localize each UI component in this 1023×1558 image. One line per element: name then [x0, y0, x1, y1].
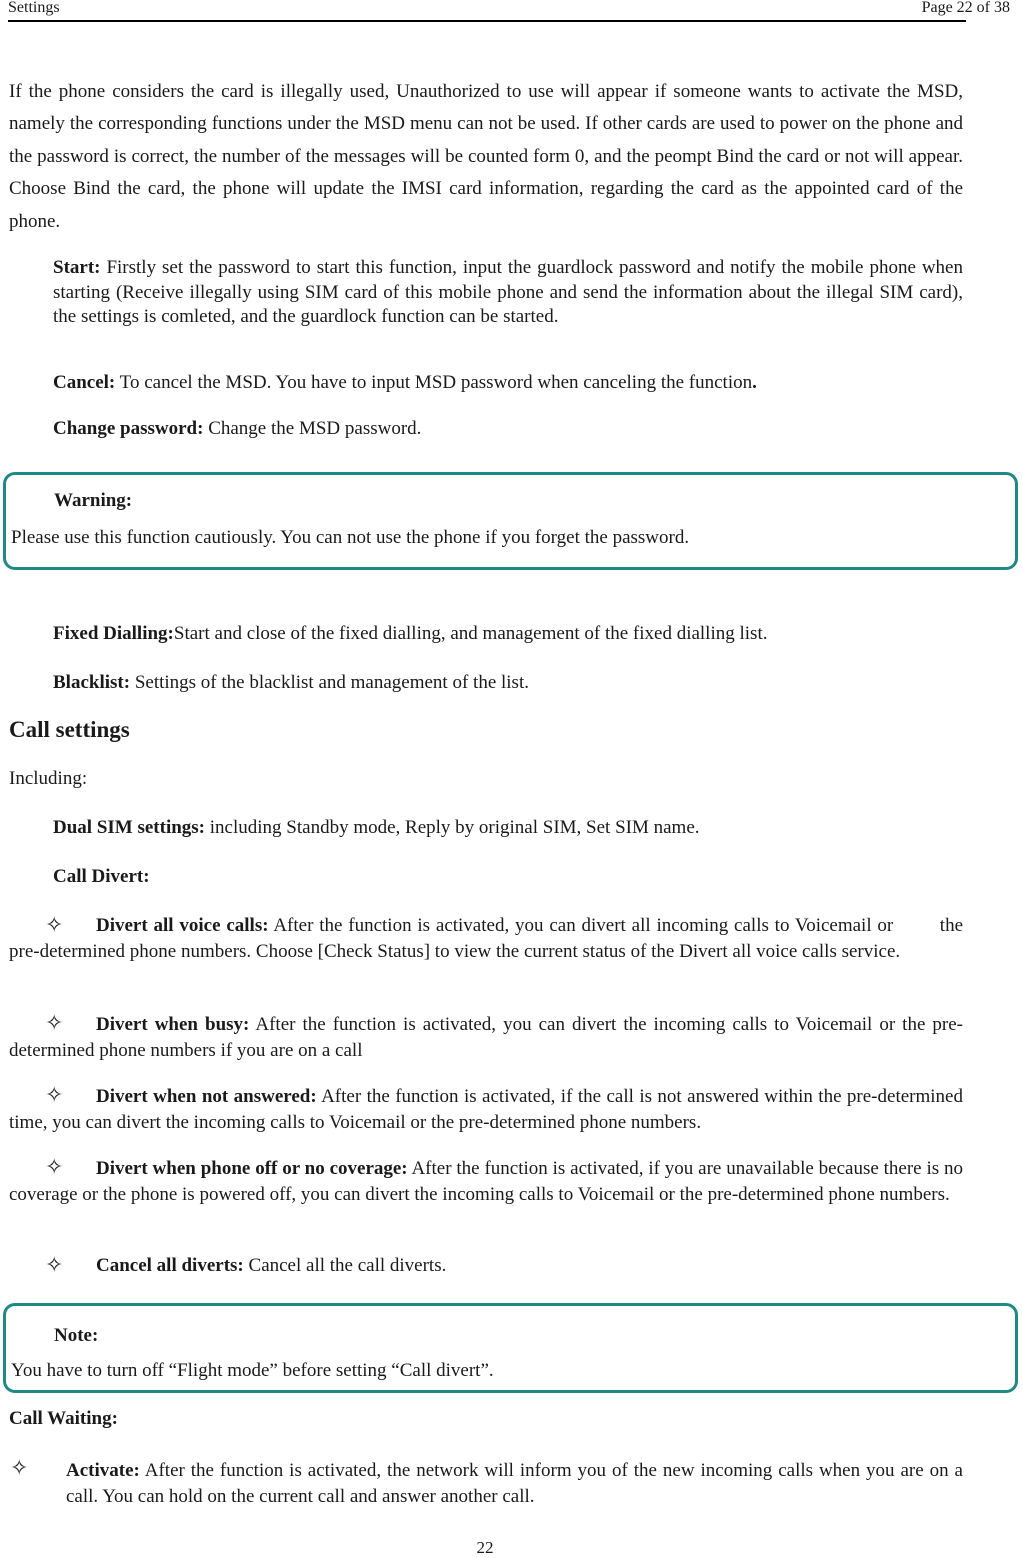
activate-label: Activate:: [66, 1460, 140, 1481]
cancel-label: Cancel:: [53, 372, 116, 393]
warning-text: Please use this function cautiously. You can not use the phone if you forget the password.: [11, 527, 690, 548]
start-text: Firstly set the password to start this function, input the guardlock password and notify the mobile phone when starting (Receive illegally using SIM card of this mobile phone and send the information about the illegal SIM card), the settings is comleted, and the guardlock function can be started.: [53, 257, 963, 327]
cancel-diverts-label: Cancel all diverts:: [96, 1255, 244, 1276]
divert-no-coverage-text: After the function is activated, if you are unavailable because there is no coverage or the phone is powered off, you can divert the incoming calls to Voicemail or the pre-determined phone numbers.: [9, 1158, 963, 1205]
divert-not-answered-item: [9, 1084, 963, 1135]
cancel-item: [53, 372, 757, 394]
dual-sim-text: including Standby mode, Reply by original SIM, Set SIM name.: [205, 817, 700, 838]
page-header: [8, 0, 1010, 22]
four-pointed-star-outline-icon: ✧: [45, 912, 64, 937]
divert-all-label: Divert all voice calls:: [96, 915, 269, 936]
header-section-title: Settings: [8, 0, 60, 16]
warning-box: [3, 472, 1018, 570]
intro-paragraph: If the phone considers the card is illegally used, Unauthorized to use will appear if someone wants to activate the MSD, namely the corresponding functions under the MSD menu can not be used. If other cards are used to power on the phone and the password is correct, the number of the messages will be counted form 0, and the peompt Bind the card or not will appear. Choose Bind the card, the phone will update the IMSI card information, regarding the card as the appointed card of the phone.: [9, 81, 963, 232]
divert-all-item: [9, 913, 963, 964]
four-pointed-star-outline-icon: ✧: [45, 1082, 64, 1107]
header-page-count: Page 22 of 38: [921, 0, 1010, 16]
divert-not-answered-text: After the function is activated, if the call is not answered within the pre-determined time, you can divert the incoming calls to Voicemail or the pre-determined phone numbers.: [9, 1086, 963, 1133]
call-settings-heading: Call settings: [9, 717, 130, 742]
blacklist-text: Settings of the blacklist and management of the list.: [130, 672, 529, 693]
note-box: [3, 1303, 1018, 1393]
four-pointed-star-outline-icon: ✧: [45, 1154, 64, 1179]
start-item: [53, 256, 963, 330]
fixed-dialling-text: Start and close of the fixed dialling, and management of the fixed dialling list.: [173, 623, 768, 644]
four-pointed-star-outline-icon: ✧: [45, 1010, 64, 1035]
divert-busy-text: After the function is activated, you can divert the incoming calls to Voicemail or the pre-determined phone numbers if you are on a call: [9, 1014, 964, 1061]
change-password-text: Change the MSD password.: [203, 418, 422, 439]
divert-all-text: After the function is activated, you can divert all incoming calls to Voicemail or the pre-determined phone numbers. Choose [Check Status] to view the current status of the Divert all voice calls service.: [9, 915, 964, 962]
call-divert-label: Call Divert:: [53, 866, 150, 887]
note-text: You have to turn off “Flight mode” before setting “Call divert”.: [11, 1360, 494, 1381]
divert-not-answered-label: Divert when not answered:: [96, 1086, 317, 1107]
change-password-item: [53, 418, 421, 440]
fixed-dialling-item: [53, 623, 767, 645]
divert-no-coverage-label: Divert when phone off or no coverage:: [96, 1158, 408, 1179]
start-label: Start:: [53, 257, 101, 278]
dual-sim-label: Dual SIM settings:: [53, 817, 206, 838]
warning-title: Warning:: [54, 490, 133, 511]
change-password-label: Change password:: [53, 418, 204, 439]
four-pointed-star-outline-icon: ✧: [45, 1252, 64, 1277]
blacklist-label: Blacklist:: [53, 672, 131, 693]
including-text: Including:: [9, 768, 88, 789]
cancel-period: .: [752, 372, 757, 393]
note-title: Note:: [54, 1325, 99, 1346]
activate-item: [66, 1458, 963, 1509]
cancel-diverts-item: [96, 1255, 446, 1277]
page-number: 22: [476, 1538, 494, 1557]
blacklist-item: [53, 672, 529, 694]
cancel-text: To cancel the MSD. You have to input MSD password when canceling the function: [115, 372, 753, 393]
divert-busy-label: Divert when busy:: [96, 1014, 250, 1035]
divert-busy-item: [9, 1012, 963, 1063]
dual-sim-item: [53, 817, 700, 839]
divert-no-coverage-item: [9, 1156, 963, 1207]
four-pointed-star-outline-icon: ✧: [10, 1455, 29, 1480]
activate-text: After the function is activated, the network will inform you of the new incoming calls when you are on a call. You can hold on the current call and answer another call.: [66, 1460, 963, 1507]
cancel-diverts-text: Cancel all the call diverts.: [243, 1255, 447, 1276]
fixed-dialling-label: Fixed Dialling:: [53, 623, 174, 644]
call-waiting-label: Call Waiting:: [9, 1408, 118, 1429]
